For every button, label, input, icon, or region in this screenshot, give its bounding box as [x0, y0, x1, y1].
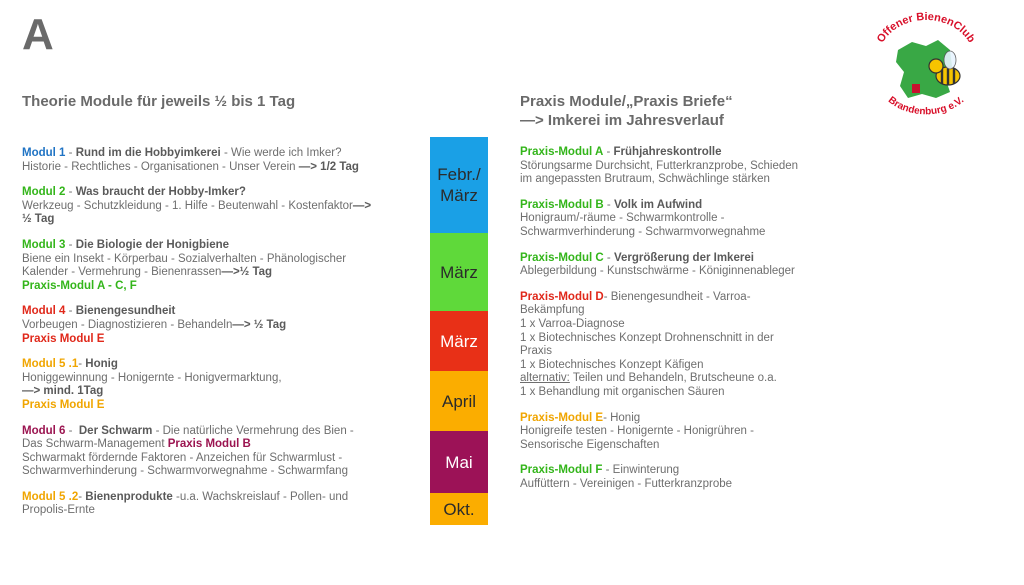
- theory-module-5-1: [22, 358, 422, 412]
- theory-heading: Theorie Module für jeweils ½ bis 1 Tag: [22, 93, 296, 110]
- module-arrow: —>: [352, 199, 372, 212]
- module-praxis-link: Praxis Modul E: [22, 332, 105, 345]
- module-line: 1 x Varroa-Diagnose: [520, 317, 625, 330]
- module-title: Bienengesundheit: [75, 305, 176, 318]
- module-label: Praxis-Modul D: [520, 290, 604, 303]
- module-label: Praxis-Modul F: [520, 464, 603, 477]
- module-duration: —> ½ Tag: [232, 318, 287, 331]
- module-line: Historie - Rechtliches - Organisationen - Unser Verein: [22, 160, 299, 173]
- module-line: im angepassten Brutraum, Schwächlinge stärken: [520, 173, 770, 186]
- module-title: Was braucht der Hobby-Imker?: [75, 186, 246, 199]
- praxis-module-b: [520, 199, 850, 240]
- module-label: Modul 6: [22, 424, 66, 437]
- module-title: Honig: [85, 358, 118, 371]
- separator: -: [603, 198, 614, 211]
- module-title: Bienenprodukte: [85, 490, 173, 503]
- bee-wing: [944, 51, 956, 69]
- praxis-heading: [520, 92, 733, 130]
- logo-bottom-text: Brandenburg e.V.: [885, 94, 967, 118]
- module-title: Volk im Aufwind: [613, 198, 703, 211]
- module-label: Modul 5 .1: [22, 358, 79, 371]
- module-title: Der Schwarm: [78, 424, 153, 437]
- praxis-module-c: [520, 252, 850, 279]
- module-label: Modul 4: [22, 305, 66, 318]
- separator: -: [65, 305, 76, 318]
- timeline-label: März: [440, 331, 478, 351]
- praxis-module-d: [520, 291, 850, 400]
- module-line: 1 x Biotechnisches Konzept Käfigen: [520, 358, 704, 371]
- theory-modules: [22, 147, 422, 518]
- module-line: Vorbeugen - Diagnostizieren - Behandeln: [22, 318, 233, 331]
- praxis-module-a: [520, 146, 850, 187]
- separator: -: [65, 424, 79, 437]
- praxis-modules: [520, 146, 850, 491]
- timeline-segment-okt: [430, 493, 488, 525]
- praxis-heading-line: Praxis Module/„Praxis Briefe“: [520, 93, 733, 110]
- timeline-segment-maerz-1: [430, 233, 488, 311]
- separator: -: [603, 251, 614, 264]
- timeline-label: März: [440, 186, 478, 205]
- module-line: Honiggewinnung - Honigernte - Honigvermarktung,: [22, 371, 282, 384]
- theory-module-5-2: [22, 491, 422, 518]
- logo-top-text: Offener BienenClub: [874, 10, 978, 45]
- timeline-label: Mai: [445, 452, 473, 472]
- module-title: Die Biologie der Honigbiene: [75, 238, 230, 251]
- module-praxis-link: Praxis Modul B: [167, 438, 251, 451]
- module-label: Praxis-Modul A: [520, 146, 604, 158]
- module-line: Biene ein Insekt - Körperbau - Sozialverhalten - Phänologischer: [22, 252, 347, 265]
- module-line: 1 x Behandlung mit organischen Säuren: [520, 385, 725, 398]
- module-line: Auffüttern - Vereinigen - Futterkranzprobe: [520, 477, 733, 490]
- timeline-label: April: [441, 391, 476, 411]
- praxis-heading-line: —> Imkerei im Jahresverlauf: [520, 112, 724, 129]
- module-line: Schwarmverhinderung - Schwarmvorwegnahme - Schwarmfang: [22, 465, 348, 478]
- timeline-segment-mai: [430, 431, 488, 493]
- module-label: Praxis-Modul C: [520, 251, 604, 264]
- timeline-segment-febr-maerz: [430, 137, 488, 233]
- module-duration: —> mind. 1Tag: [22, 385, 104, 398]
- timeline-label: Okt.: [443, 499, 475, 519]
- module-praxis-link: Praxis-Modul A - C, F: [22, 279, 137, 292]
- module-praxis-link: Praxis Modul E: [22, 398, 105, 411]
- timeline-segment-maerz-2: [430, 311, 488, 371]
- module-title: Rund im die Hobbyimkerei: [75, 147, 221, 159]
- theory-module-6: [22, 425, 422, 479]
- club-logo: [866, 10, 986, 128]
- module-line: Werkzeug - Schutzkleidung - 1. Hilfe - Beutenwahl - Kostenfaktor: [22, 199, 353, 212]
- module-line: Sensorische Eigenschaften: [520, 438, 660, 451]
- timeline-segment-april: [430, 371, 488, 431]
- module-line: Teilen und Behandeln, Brutscheune o.a.: [569, 372, 777, 385]
- module-rest: - Honig: [603, 411, 641, 424]
- separator: -: [78, 358, 86, 371]
- module-line: Schwarmakt fördernde Faktoren - Anzeichen für Schwarmlust -: [22, 451, 343, 464]
- module-line: Honigreife testen - Honigernte - Honigrühren -: [520, 425, 754, 438]
- module-line: Störungsarme Durchsicht, Futterkranzprobe, Schieden: [520, 159, 799, 172]
- season-timeline: [430, 137, 488, 525]
- bee-head: [929, 59, 943, 73]
- module-rest: - Die natürliche Vermehrung des Bien -: [152, 424, 354, 437]
- module-rest: -u.a. Wachskreislauf - Pollen- und: [172, 490, 349, 503]
- module-duration: —> 1/2 Tag: [298, 160, 359, 173]
- separator: -: [65, 147, 76, 159]
- praxis-module-f: [520, 464, 850, 491]
- separator: -: [603, 146, 614, 158]
- module-line: Das Schwarm-Management: [22, 438, 168, 451]
- module-line: Praxis: [520, 345, 552, 358]
- module-line: Schwarmverhinderung - Schwarmvorwegnahme: [520, 225, 766, 238]
- module-line: Propolis-Ernte: [22, 504, 95, 517]
- module-label: Praxis-Modul B: [520, 198, 604, 211]
- theory-module-4: [22, 305, 422, 346]
- module-duration: —>½ Tag: [221, 266, 273, 279]
- module-label: Praxis-Modul E: [520, 411, 604, 424]
- timeline-label: März: [440, 262, 478, 282]
- module-label: Modul 5 .2: [22, 490, 79, 503]
- module-line: Kalender - Vermehrung - Bienenrassen: [22, 266, 222, 279]
- module-label: Modul 1: [22, 147, 66, 159]
- module-title: Vergrößerung der Imkerei: [613, 251, 754, 264]
- theory-module-2: [22, 186, 422, 227]
- module-label: Modul 3: [22, 238, 66, 251]
- separator: -: [65, 238, 76, 251]
- alternative-label: alternativ:: [520, 372, 570, 385]
- module-label: Modul 2: [22, 186, 66, 199]
- module-line: Bekämpfung: [520, 304, 585, 317]
- theory-module-3: [22, 239, 422, 293]
- module-rest: - Wie werde ich Imker?: [220, 147, 342, 159]
- module-title: Frühjahreskontrolle: [613, 146, 722, 158]
- separator: -: [65, 186, 76, 199]
- module-line: Honigraum/-räume - Schwarmkontrolle -: [520, 212, 725, 225]
- theory-module-1: [22, 147, 422, 174]
- module-rest: - Bienengesundheit - Varroa-: [603, 290, 751, 303]
- separator: -: [78, 490, 86, 503]
- coat-of-arms-icon: [912, 84, 920, 93]
- module-line: Ablegerbildung - Kunstschwärme - Königinnenableger: [520, 265, 795, 278]
- slide-letter: A: [22, 10, 54, 59]
- timeline-label: Febr./: [437, 165, 481, 184]
- module-rest: - Einwinterung: [602, 464, 680, 477]
- praxis-module-e: [520, 412, 850, 453]
- module-duration: ½ Tag: [22, 213, 55, 226]
- module-line: 1 x Biotechnisches Konzept Drohnenschnitt in der: [520, 331, 774, 344]
